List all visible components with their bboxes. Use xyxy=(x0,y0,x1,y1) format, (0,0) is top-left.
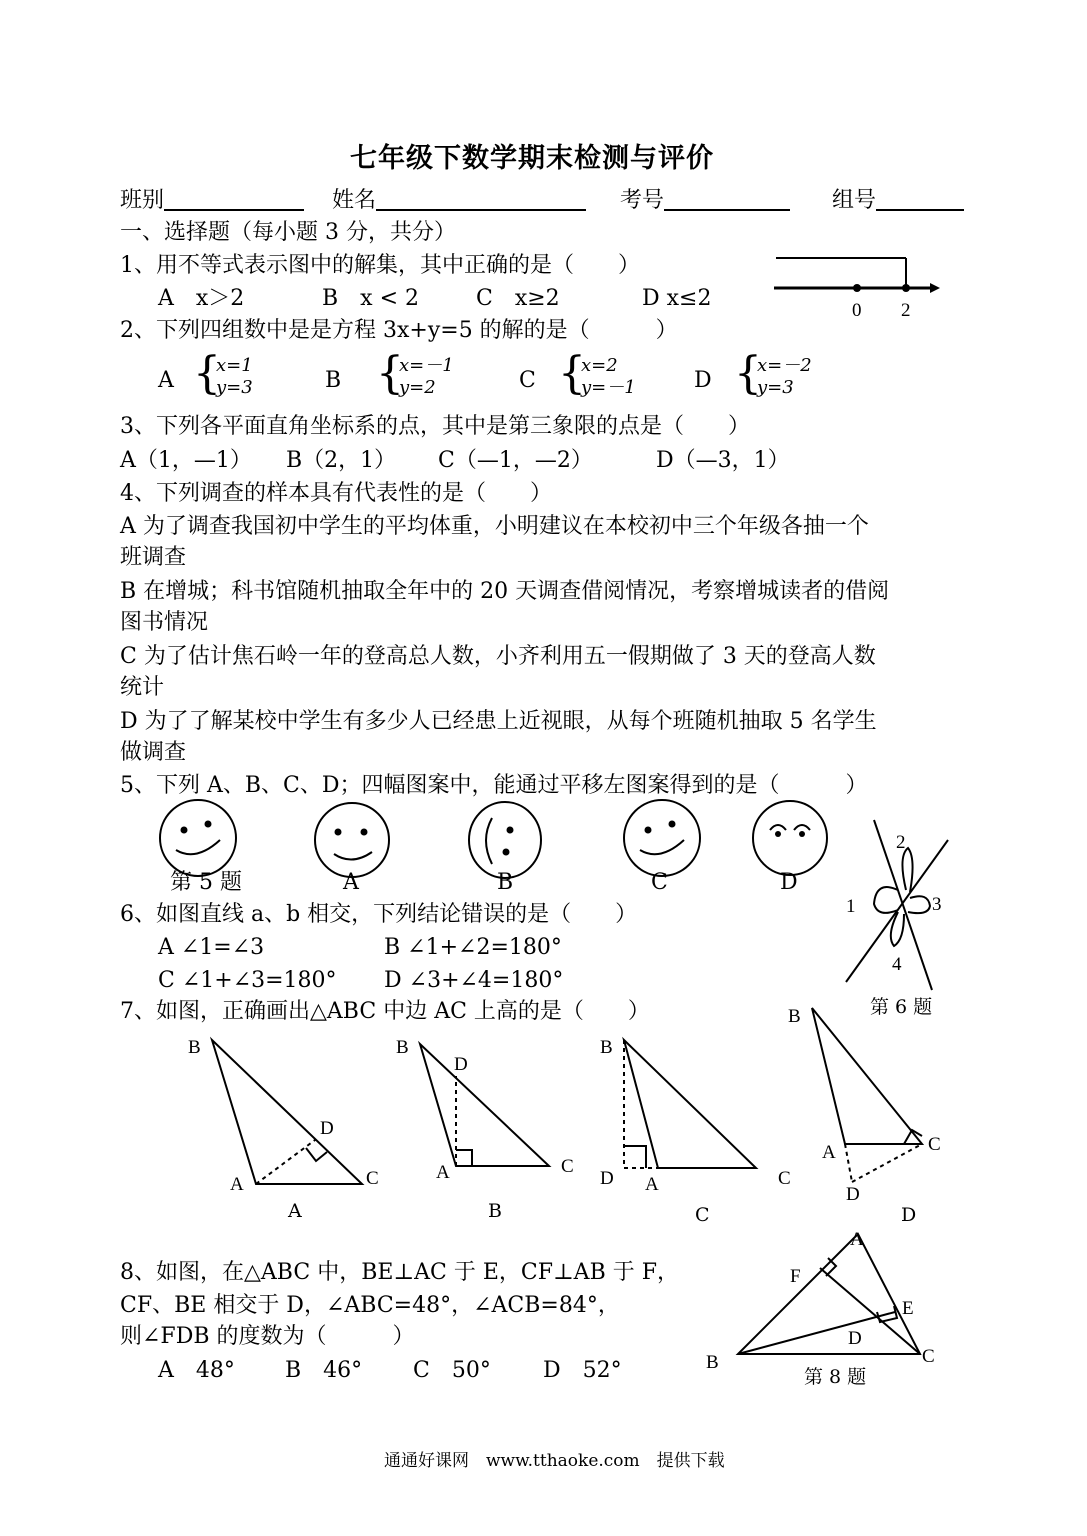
fig-b-label-a: A xyxy=(436,1162,450,1183)
fig-d-label-c: C xyxy=(928,1134,941,1155)
q8-option-a: A 48° xyxy=(158,1358,235,1383)
fig-c-label-c: C xyxy=(778,1168,791,1189)
q8-stem-line2: CF、BE 相交于 D，∠ABC=48°，∠ACB=84°， xyxy=(120,1293,620,1318)
q6-option-c: C ∠1+∠3=180° xyxy=(158,968,337,993)
q3-option-b: B（2，1） xyxy=(286,448,397,473)
fig-b-label-b: B xyxy=(396,1037,409,1058)
fig-b-label-c: C xyxy=(561,1156,574,1177)
q4-option-a-line1: A 为了调查我国初中学生的平均体重，小明建议在本校初中三个年级各抽一个 xyxy=(120,514,869,539)
q6-caption: 第 6 题 xyxy=(870,996,933,1018)
class-label: 班别 xyxy=(120,188,165,213)
fig-a-label-b: B xyxy=(188,1037,201,1058)
angle-label-1: 1 xyxy=(846,896,856,917)
q2-b-line2: y=2 xyxy=(399,377,436,398)
q4-option-b-line2: 图书情况 xyxy=(120,610,209,635)
fig-a-label-a: A xyxy=(230,1174,244,1195)
q8-option-d: D 52° xyxy=(543,1358,622,1383)
q7-caption-d: D xyxy=(901,1204,917,1226)
q5-stem: 5、下列 A、B、C、D；四幅图案中，能通过平移左图案得到的是（ ） xyxy=(120,773,868,798)
q3-option-c: C（—1，—2） xyxy=(438,448,593,473)
q8-label-c: C xyxy=(922,1346,935,1367)
q5-label-b: B xyxy=(497,870,514,895)
fig-d-label-d: D xyxy=(846,1184,860,1205)
q8-option-b: B 46° xyxy=(285,1358,363,1383)
angle-label-3: 3 xyxy=(932,894,942,915)
q7-caption-a: A xyxy=(288,1200,302,1222)
q3-option-a: A（1，—1） xyxy=(120,448,252,473)
q8-option-c: C 50° xyxy=(413,1358,491,1383)
footer-credit: 通通好课网 www.tthaoke.com 提供下载 xyxy=(384,1451,725,1471)
name-label: 姓名 xyxy=(332,188,377,213)
q8-label-e: E xyxy=(902,1298,914,1319)
q2-b-line1: x=－1 xyxy=(399,355,454,376)
exam-no-label: 考号 xyxy=(620,188,665,213)
q4-option-b-line1: B 在增城；科书馆随机抽取全年中的 20 天调查借阅情况，考察增城读者的借阅 xyxy=(120,579,890,604)
brace-icon: { xyxy=(734,348,762,399)
q1-option-c: C x≥2 xyxy=(476,286,560,311)
angle-label-4: 4 xyxy=(892,954,902,975)
q2-stem: 2、下列四组数中是是方程 3x+y=5 的解的是（ ） xyxy=(120,318,678,343)
q4-option-d-line2: 做调查 xyxy=(120,740,187,765)
q2-d-line2: y=3 xyxy=(757,377,794,398)
q8-label-f: F xyxy=(790,1266,801,1287)
q2-c-line1: x=2 xyxy=(581,355,618,376)
q5-label-d: D xyxy=(780,870,798,895)
brace-icon: { xyxy=(376,348,404,399)
brace-icon: { xyxy=(193,348,221,399)
q4-stem: 4、下列调查的样本具有代表性的是（ ） xyxy=(120,481,552,506)
axis-label-2: 2 xyxy=(901,300,911,321)
fig-a-label-c: C xyxy=(366,1168,379,1189)
q8-label-a: A xyxy=(850,1229,864,1250)
q8-caption: 第 8 题 xyxy=(804,1366,867,1388)
brace-icon: { xyxy=(558,348,586,399)
q6-option-b: B ∠1+∠2=180° xyxy=(384,935,562,960)
q7-figure-b xyxy=(396,1037,574,1183)
q5-label-original: 第 5 题 xyxy=(170,870,242,895)
section-heading: 一、选择题（每小题 3 分，共分） xyxy=(120,220,456,245)
q2-letter-b: B xyxy=(325,368,342,393)
q2-letter-c: C xyxy=(519,368,536,393)
q2-d-line1: x=－2 xyxy=(757,355,812,376)
q1-option-a: A x＞2 xyxy=(158,286,245,311)
q4-option-c-line1: C 为了估计焦石岭一年的登高总人数，小齐利用五一假期做了 3 天的登高人数 xyxy=(120,644,876,669)
q7-figure-c xyxy=(600,1037,791,1195)
q1-option-d: D x≤2 xyxy=(642,286,712,311)
axis-label-0: 0 xyxy=(852,300,862,321)
fig-c-label-a: A xyxy=(645,1174,659,1195)
q4-option-a-line2: 班调查 xyxy=(120,545,187,570)
q7-figure-d xyxy=(788,1006,941,1205)
q7-figure-a xyxy=(188,1037,379,1195)
q5-label-c: C xyxy=(651,870,668,895)
fig-d-label-a: A xyxy=(822,1142,836,1163)
q2-c-line2: y=－1 xyxy=(581,377,636,398)
q3-stem: 3、下列各平面直角坐标系的点，其中是第三象限的点是（ ） xyxy=(120,414,750,439)
fig-c-label-d: D xyxy=(600,1168,614,1189)
fig-c-label-b: B xyxy=(600,1037,613,1058)
q6-option-d: D ∠3+∠4=180° xyxy=(384,968,564,993)
q2-letter-d: D xyxy=(694,368,712,393)
page-title: 七年级下数学期末检测与评价 xyxy=(350,143,714,174)
q8-label-b: B xyxy=(706,1352,719,1373)
q5-label-a: A xyxy=(343,870,359,895)
q3-option-d: D（—3，1） xyxy=(656,448,790,473)
q6-option-a: A ∠1=∠3 xyxy=(158,935,265,960)
q4-option-d-line1: D 为了了解某校中学生有多少人已经患上近视眼，从每个班随机抽取 5 名学生 xyxy=(120,709,877,734)
q7-stem: 7、如图，正确画出△ABC 中边 AC 上高的是（ ） xyxy=(120,999,650,1024)
q8-triangle-figure xyxy=(706,1229,935,1373)
angle-label-2: 2 xyxy=(896,832,906,853)
q1-stem: 1、用不等式表示图中的解集，其中正确的是（ ） xyxy=(120,253,640,278)
q8-stem-line1: 8、如图，在△ABC 中，BE⊥AC 于 E，CF⊥AB 于 F， xyxy=(120,1260,679,1285)
fig-b-label-d: D xyxy=(454,1054,468,1075)
fig-d-label-b: B xyxy=(788,1006,801,1027)
q2-letter-a: A xyxy=(158,368,174,393)
fig-a-label-d: D xyxy=(320,1118,334,1139)
q2-a-line2: y=3 xyxy=(216,377,253,398)
q7-caption-b: B xyxy=(488,1200,502,1222)
q8-label-d: D xyxy=(848,1328,862,1349)
q6-stem: 6、如图直线 a、b 相交，下列结论错误的是（ ） xyxy=(120,902,638,927)
q4-option-c-line2: 统计 xyxy=(120,675,165,700)
group-label: 组号 xyxy=(832,188,877,213)
q2-a-line1: x=1 xyxy=(216,355,253,376)
q7-caption-c: C xyxy=(695,1204,710,1226)
q1-option-b: B x < 2 xyxy=(322,286,419,311)
q8-stem-line3: 则∠FDB 的度数为（ ） xyxy=(120,1324,415,1349)
